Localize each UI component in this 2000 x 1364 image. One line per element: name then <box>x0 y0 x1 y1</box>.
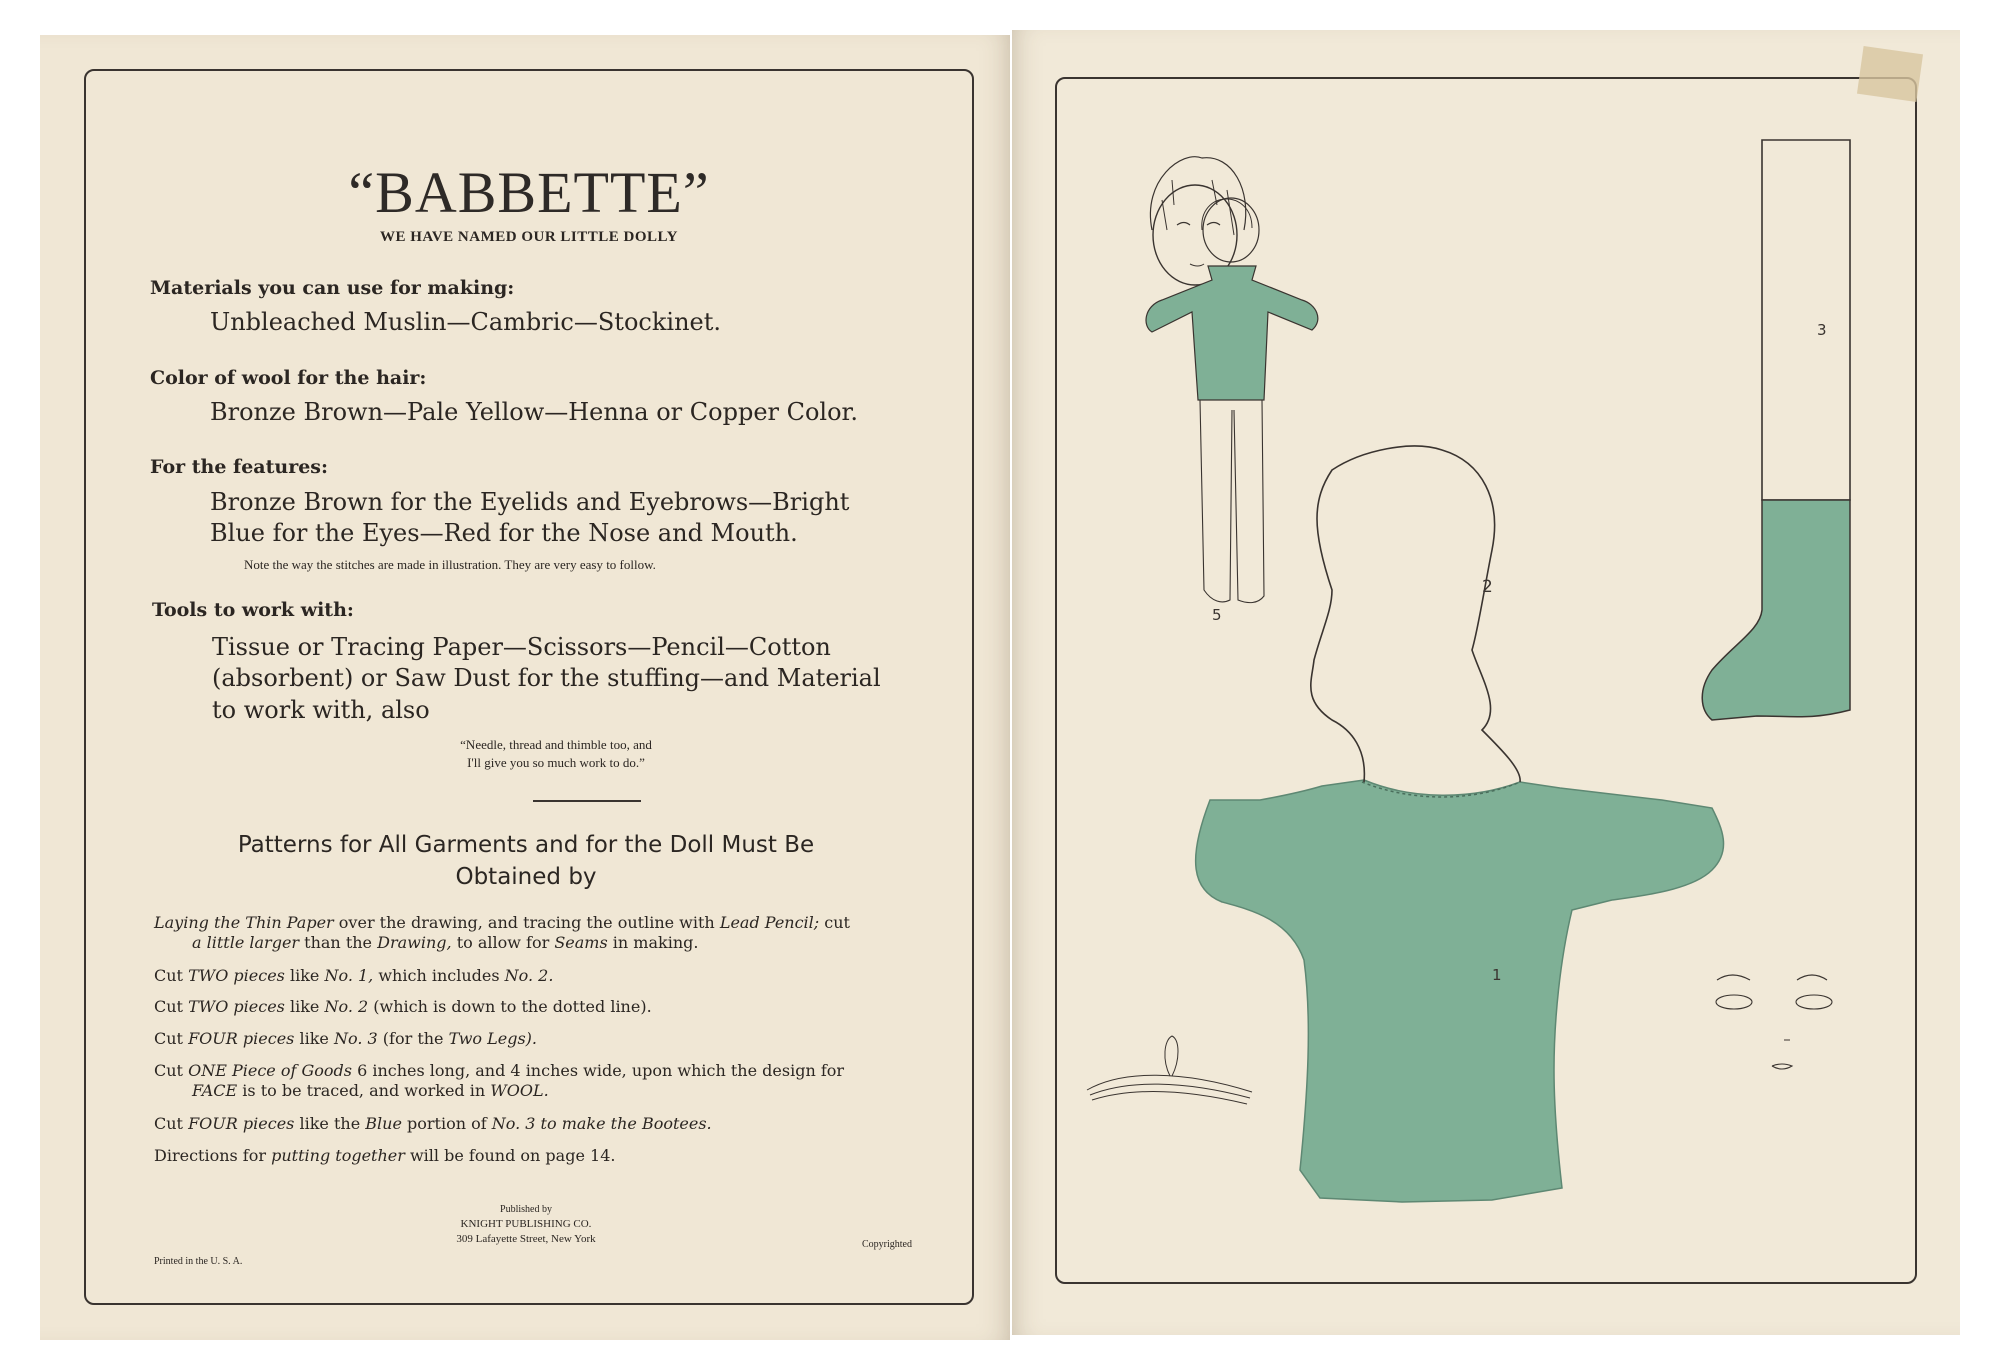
pattern-piece-5-doll <box>1146 198 1318 624</box>
tape-mark <box>1857 46 1923 102</box>
features-line-1: Bronze Brown for the Eyelids and Eyebrows—Bright <box>210 488 850 516</box>
publisher-name: KNIGHT PUBLISHING CO. <box>460 1218 592 1230</box>
tools-line-3: to work with, also <box>212 696 430 724</box>
printed-in: Printed in the U. S. A. <box>154 1256 243 1267</box>
pattern-piece-1 <box>1196 446 1724 1202</box>
features-heading: For the features: <box>150 456 329 478</box>
hair-stitch-detail <box>1087 1036 1252 1104</box>
materials-heading: Materials you can use for making: <box>150 277 515 299</box>
patterns-heading-line-1: Patterns for All Garments and for the Doll Must Be <box>237 832 815 858</box>
tools-line-1: Tissue or Tracing Paper—Scissors—Pencil—Cotton <box>212 633 831 661</box>
rhyme-line-1: “Needle, thread and thimble too, and <box>460 737 652 752</box>
materials-text: Unbleached Muslin—Cambric—Stockinet. <box>210 308 721 336</box>
instruction-3: Cut TWO pieces like No. 2 (which is down to the dotted line). <box>154 997 652 1016</box>
tools-line-2: (absorbent) or Saw Dust for the stuffing—and Material <box>212 664 881 692</box>
pattern-piece-3 <box>1702 140 1850 720</box>
left-page-border <box>84 69 974 1305</box>
divider-rule <box>533 800 641 802</box>
publisher-block <box>386 1202 666 1247</box>
right-page <box>1012 30 1960 1335</box>
published-by: Published by <box>500 1204 552 1215</box>
left-page <box>40 35 1010 1340</box>
tools-heading: Tools to work with: <box>152 599 354 621</box>
rhyme-quote <box>316 736 796 772</box>
copyright: Copyrighted <box>862 1239 912 1250</box>
wool-heading: Color of wool for the hair: <box>150 367 427 389</box>
piece-number-3: 3 <box>1817 321 1827 339</box>
instruction-6: Cut FOUR pieces like the Blue portion of No. 3 to make the Bootees. <box>154 1114 712 1133</box>
page-subtitle: WE HAVE NAMED OUR LITTLE DOLLY <box>380 229 678 245</box>
wool-text: Bronze Brown—Pale Yellow—Henna or Copper Color. <box>210 398 859 426</box>
instruction-4: Cut FOUR pieces like No. 3 (for the Two Legs). <box>154 1029 537 1048</box>
instruction-5: Cut ONE Piece of Goods 6 inches long, and 4 inches wide, upon which the design for FACE is to be traced, and worked in WOOL. <box>154 1061 845 1100</box>
patterns-heading-line-2: Obtained by <box>455 864 597 890</box>
patterns-heading <box>166 829 886 893</box>
pattern-drawings <box>1012 30 1960 1335</box>
page-title: “BABBETTE” <box>348 160 710 225</box>
face-stitch-detail <box>1716 975 1832 1069</box>
piece-number-2: 2 <box>1482 577 1493 597</box>
rhyme-line-2: I'll give you so much work to do.” <box>467 755 645 770</box>
publisher-address: 309 Lafayette Street, New York <box>456 1233 596 1245</box>
instruction-1: Laying the Thin Paper over the drawing, and tracing the outline with Lead Pencil; cut a little larger than the Drawing, to allow for Seams in making. <box>154 913 850 952</box>
features-note: Note the way the stitches are made in illustration. They are very easy to follow. <box>244 557 656 572</box>
piece-number-1: 1 <box>1492 966 1502 984</box>
instruction-2: Cut TWO pieces like No. 1, which includes No. 2. <box>154 966 554 985</box>
instruction-7: Directions for putting together will be found on page 14. <box>154 1146 616 1165</box>
features-line-2: Blue for the Eyes—Red for the Nose and Mouth. <box>210 519 798 547</box>
piece-number-5: 5 <box>1212 606 1222 624</box>
